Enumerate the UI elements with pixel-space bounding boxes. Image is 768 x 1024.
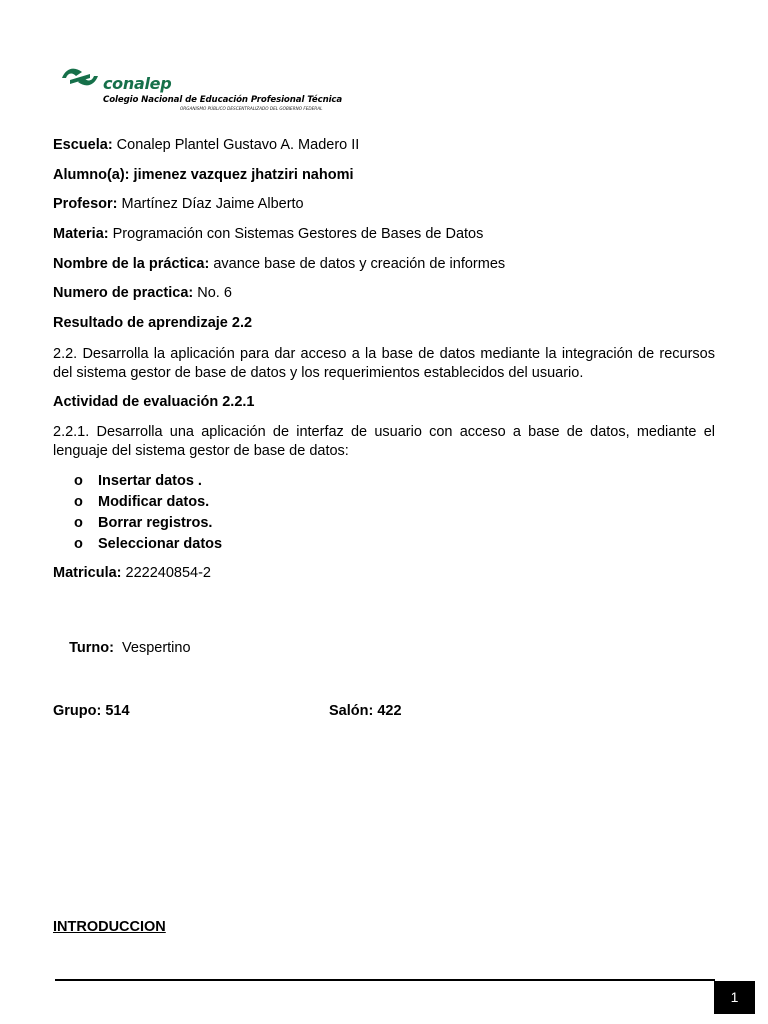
list-item: o Modificar datos. (74, 492, 222, 513)
bullet-marker: o (74, 515, 83, 531)
field-value: avance base de datos y creación de informes (209, 256, 506, 272)
field-profesor (53, 196, 715, 212)
field-label: Turno: (69, 640, 114, 656)
logo-subtitle: Colegio Nacional de Educación Profesional Técnica (103, 95, 343, 105)
field-value: Programación con Sistemas Gestores de Bases de Datos (108, 226, 484, 242)
field-value: No. 6 (193, 285, 232, 301)
logo-tagline: ORGANISMO PÚBLICO DESCENTRALIZADO DEL GOBIERNO FEDERAL (180, 106, 323, 111)
list-item: o Seleccionar datos (74, 534, 222, 555)
field-label: Numero de practica: (53, 285, 194, 301)
bullet-marker: o (74, 473, 83, 489)
field-practica-numero (53, 285, 715, 301)
field-value: Vespertino (113, 640, 191, 656)
field-label: Alumno(a): jimenez vazquez jhatziri nahomi (53, 167, 354, 183)
footer-divider (55, 979, 715, 981)
field-escuela (53, 137, 715, 153)
field-salon: Salón: 422 (329, 703, 402, 719)
field-label: Materia: (53, 226, 109, 242)
introduccion-heading: INTRODUCCION (53, 919, 166, 935)
actividad-heading: Actividad de evaluación 2.2.1 (53, 394, 255, 410)
field-value: 222240854-2 (121, 565, 211, 581)
field-matricula (53, 565, 715, 581)
bullet-marker: o (74, 494, 83, 510)
field-label: Profesor: (53, 196, 118, 212)
bullet-marker: o (74, 536, 83, 552)
field-value: Conalep Plantel Gustavo A. Madero II (112, 137, 360, 153)
field-label: Matricula: (53, 565, 122, 581)
list-item: o Borrar registros. (74, 513, 222, 534)
actividad-list (74, 471, 222, 555)
field-value: Martínez Díaz Jaime Alberto (117, 196, 304, 212)
field-turno (53, 624, 715, 672)
field-grupo: Grupo: 514 (53, 703, 130, 719)
actividad-text: 2.2.1. Desarrolla una aplicación de interfaz de usuario con acceso a base de datos, mediante el lenguaje del sistema gestor de base de datos: (53, 424, 715, 459)
field-alumno (53, 167, 715, 183)
field-label: Escuela: (53, 137, 113, 153)
resultado-heading: Resultado de aprendizaje 2.2 (53, 315, 253, 331)
field-label: Nombre de la práctica: (53, 256, 210, 272)
conalep-emblem-icon (60, 64, 100, 90)
page-number: 1 (714, 981, 755, 1014)
list-item: o Insertar datos . (74, 471, 222, 492)
logo-name: conalep (103, 74, 172, 93)
field-practica-nombre (53, 256, 715, 272)
conalep-logo (60, 62, 360, 118)
field-materia (53, 226, 715, 242)
resultado-text: 2.2. Desarrolla la aplicación para dar acceso a la base de datos mediante la integración de recursos del sistema gestor de base de datos y los requerimientos establecidos del usuario. (53, 346, 715, 381)
